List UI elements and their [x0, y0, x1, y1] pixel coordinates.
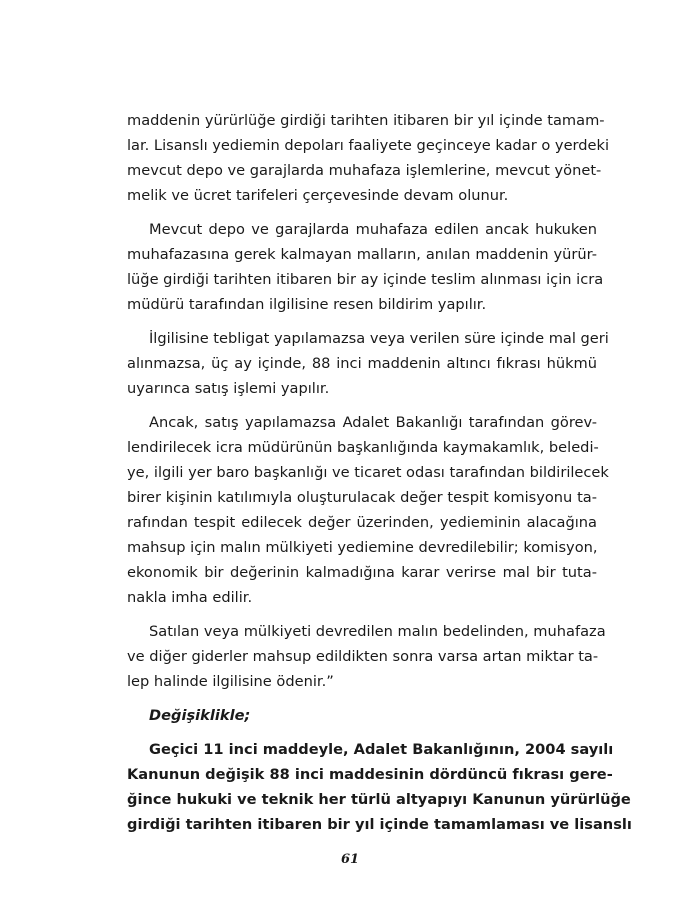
text-line: lendirilecek icra müdürünün başkanlığında kaymakamlık, beledi-	[127, 439, 599, 456]
section-heading	[127, 703, 597, 728]
page-number: 61	[340, 852, 360, 867]
text-line: birer kişinin katılımıyla oluşturulacak değer tespit komisyonu ta-	[127, 489, 597, 506]
text-line: lep halinde ilgilisine ödenir.”	[127, 673, 334, 690]
text-line: Ancak, satış yapılamazsa Adalet Bakanlığı tarafından görev-	[149, 414, 597, 431]
text-line: ekonomik bir değerinin kalmadığına karar verirse mal bir tuta-	[127, 564, 597, 581]
document-body	[127, 108, 632, 837]
text-line: Kanunun değişik 88 inci maddesinin dördüncü fıkrası gere-	[127, 766, 613, 783]
text-line: ye, ilgili yer baro başkanlığı ve ticaret odası tarafından bildirilecek	[127, 464, 609, 481]
text-line: İlgilisine tebligat yapılamazsa veya verilen süre içinde mal geri	[149, 330, 609, 347]
text-line: ğince hukuki ve teknik her türlü altyapıyı Kanunun yürürlüğe	[127, 791, 631, 808]
text-line: muhafazasına gerek kalmayan malların, anılan maddenin yürür-	[127, 246, 597, 263]
text-line: Mevcut depo ve garajlarda muhafaza edilen ancak hukuken	[149, 221, 597, 238]
text-line: melik ve ücret tarifeleri çerçevesinde devam olunur.	[127, 187, 509, 204]
text-line: nakla imha edilir.	[127, 589, 253, 606]
paragraph	[127, 217, 604, 317]
text-line: maddenin yürürlüğe girdiği tarihten itibaren bir yıl içinde tamam-	[127, 112, 605, 129]
paragraph	[127, 410, 609, 610]
text-line: lüğe girdiği tarihten itibaren bir ay içinde teslim alınması için icra	[127, 271, 604, 288]
paragraph	[127, 619, 606, 694]
paragraph	[127, 737, 632, 837]
text-line: uyarınca satış işlemi yapılır.	[127, 380, 330, 397]
text-line: müdürü tarafından ilgilisine resen bildirim yapılır.	[127, 296, 487, 313]
text-line: ve diğer giderler mahsup edildikten sonra varsa artan miktar ta-	[127, 648, 599, 665]
text-line: Satılan veya mülkiyeti devredilen malın bedelinden, muhafaza	[149, 623, 606, 640]
text-line: mahsup için malın mülkiyeti yediemine devredilebilir; komisyon,	[127, 539, 598, 556]
text-line: Değişiklikle;	[149, 707, 251, 724]
paragraph	[127, 326, 609, 401]
text-line: mevcut depo ve garajlarda muhafaza işlemlerine, mevcut yönet-	[127, 162, 602, 179]
text-line: girdiği tarihten itibaren bir yıl içinde tamamlaması ve lisanslı	[127, 816, 632, 833]
text-line: alınmazsa, üç ay içinde, 88 inci maddenin altıncı fıkrası hükmü	[127, 355, 597, 372]
text-line: lar. Lisanslı yediemin depoları faaliyete geçinceye kadar o yerdeki	[127, 137, 610, 154]
paragraph	[127, 108, 610, 208]
text-line: rafından tespit edilecek değer üzerinden, yedieminin alacağına	[127, 514, 597, 531]
text-line: Geçici 11 inci maddeyle, Adalet Bakanlığının, 2004 sayılı	[149, 741, 614, 758]
